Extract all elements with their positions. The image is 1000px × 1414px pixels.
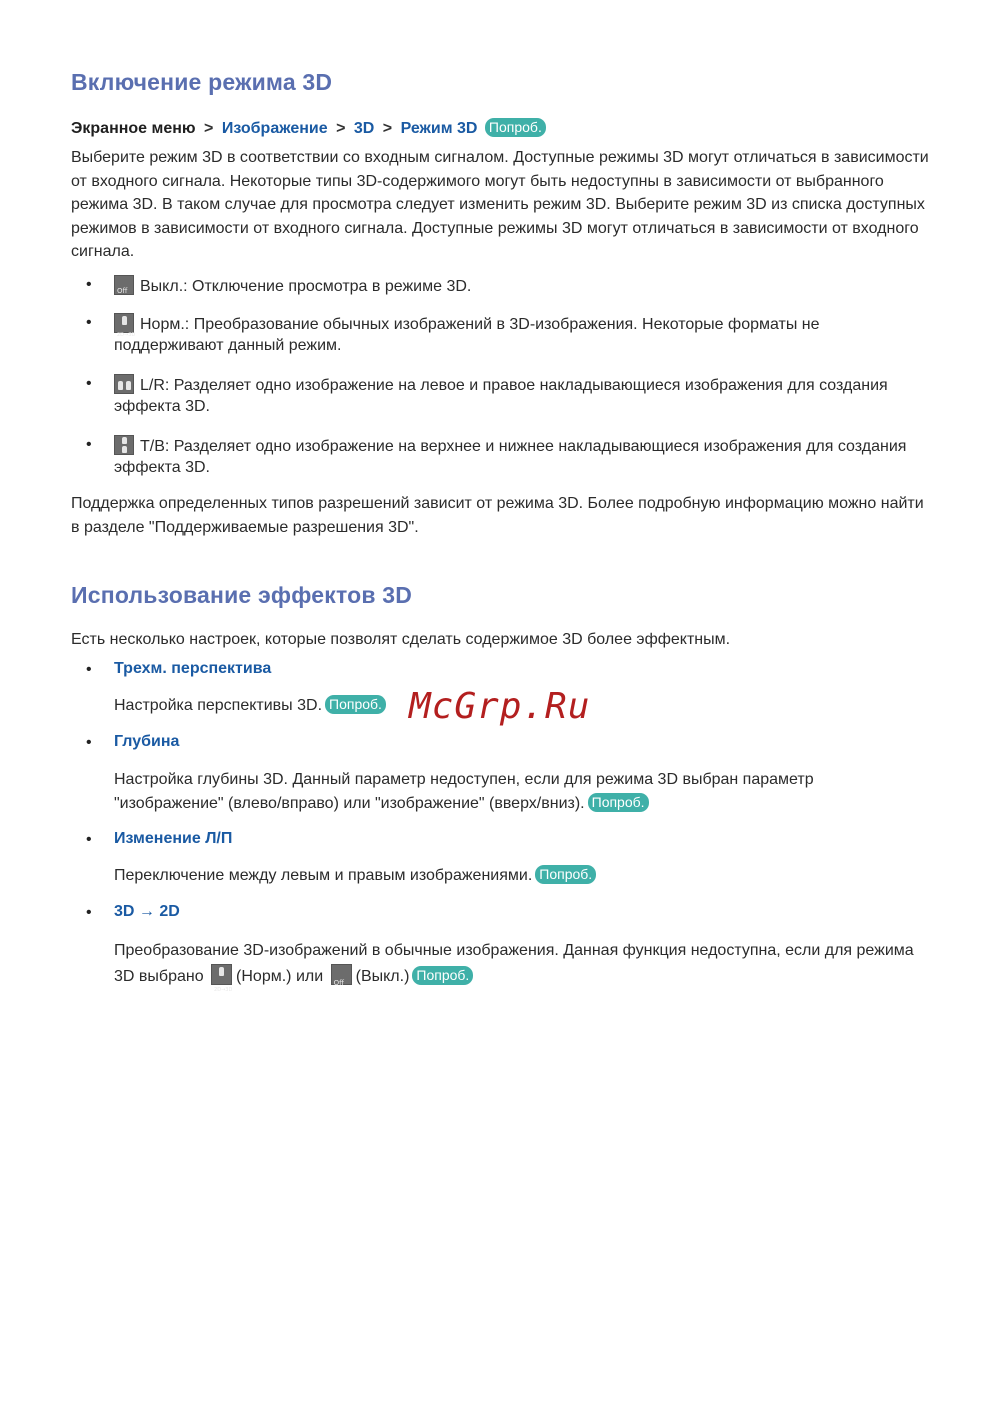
bullet (86, 734, 100, 752)
list-item-tb-mode (114, 435, 914, 478)
option-desc-text: (Выкл.) (355, 968, 410, 985)
try-now-button[interactable]: Попроб. (588, 793, 649, 812)
bullet (86, 314, 100, 332)
top-bottom-icon (114, 435, 134, 455)
mode-tb-text: T/B: Разделяет одно изображение на верхнее и нижнее накладывающиеся изображения для создания эффекта 3D. (114, 438, 907, 476)
option-desc-text: Настройка перспективы 3D. (114, 697, 323, 714)
bullet (86, 661, 100, 679)
option-3d-to-2d-desc (114, 938, 914, 993)
option-lr-change-title[interactable]: Изменение Л/П (114, 830, 233, 847)
breadcrumb-link-picture[interactable]: Изображение (221, 120, 328, 137)
bullet (86, 904, 100, 922)
list-item-normal-mode (114, 313, 914, 356)
bullet (86, 375, 100, 393)
mode-off-text: Выкл.: Отключение просмотра в режиме 3D. (140, 278, 472, 295)
option-depth-title[interactable]: Глубина (114, 733, 180, 750)
option-desc-text: Преобразование 3D-изображений в обычные изображения. Данная функция недоступна, если для режима 3D выбрано (114, 942, 914, 985)
list-item-lr-mode (114, 374, 914, 417)
option-desc-text: Переключение между левым и правым изображениями. (114, 867, 533, 884)
normal-2d-to-3d-icon: 2D→3D (211, 964, 232, 985)
breadcrumb (71, 118, 546, 138)
breadcrumb-separator: > (382, 120, 393, 137)
section1-intro: Выберите режим 3D в соответствии со входным сигналом. Доступные режимы 3D могут отличаться в зависимости от входного сигнала. Некоторые типы 3D-содержимого могут быть недоступны в зависимости от выбранного режима 3D. В таком случае для просмотра следует изменить режим 3D. Выберите режим 3D из списка доступных режимов в зависимости от входного сигнала. Доступные режимы 3D могут отличаться в зависимости от входного сигнала. (71, 149, 929, 260)
option-3d-to-2d-title[interactable]: 3D → 2D (114, 903, 180, 920)
breadcrumb-link-3d[interactable]: 3D (353, 120, 375, 137)
option-3d-perspective-title[interactable]: Трехм. перспектива (114, 660, 272, 677)
option-desc-text: (Норм.) или (236, 968, 324, 985)
option-depth-desc (114, 768, 904, 816)
left-right-icon (114, 374, 134, 394)
option-desc-text: Настройка глубины 3D. Данный параметр недоступен, если для режима 3D выбран параметр "изображение" (влево/вправо) или "изображение" (вверх/вниз). (114, 771, 814, 812)
normal-2d-to-3d-icon: 2D→3D (114, 313, 134, 333)
mode-lr-text: L/R: Разделяет одно изображение на левое и правое накладывающиеся изображения для создания эффекта 3D. (114, 377, 888, 415)
breadcrumb-link-3d-mode[interactable]: Режим 3D (400, 120, 478, 137)
bullet (86, 831, 100, 849)
section-title-3d-mode: Включение режима 3D (71, 69, 333, 95)
list-item-off-mode (114, 275, 914, 297)
watermark: McGrp.Ru (409, 686, 591, 727)
bullet (86, 276, 100, 294)
section1-note: Поддержка определенных типов разрешений зависит от режима 3D. Более подробную информацию можно найти в разделе "Поддерживаемые разрешения 3D". (71, 495, 924, 536)
option-lr-change-desc (114, 865, 914, 886)
try-now-button[interactable]: Попроб. (535, 865, 596, 884)
try-now-button[interactable]: Попроб. (325, 695, 386, 714)
breadcrumb-separator: > (204, 120, 214, 137)
section2-intro: Есть несколько настроек, которые позволят сделать содержимое 3D более эффектным. (71, 631, 731, 648)
try-now-button[interactable]: Попроб. (485, 118, 546, 137)
off-mode-icon: Off (331, 964, 352, 985)
section-title-3d-effects: Использование эффектов 3D (71, 582, 413, 608)
breadcrumb-root: Экранное меню (71, 120, 196, 137)
try-now-button[interactable]: Попроб. (412, 966, 473, 985)
mode-normal-text: Норм.: Преобразование обычных изображений в 3D-изображения. Некоторые форматы не поддерживают данный режим. (114, 316, 820, 354)
bullet (86, 436, 100, 454)
off-mode-icon: Off (114, 275, 134, 295)
breadcrumb-separator: > (336, 120, 346, 137)
